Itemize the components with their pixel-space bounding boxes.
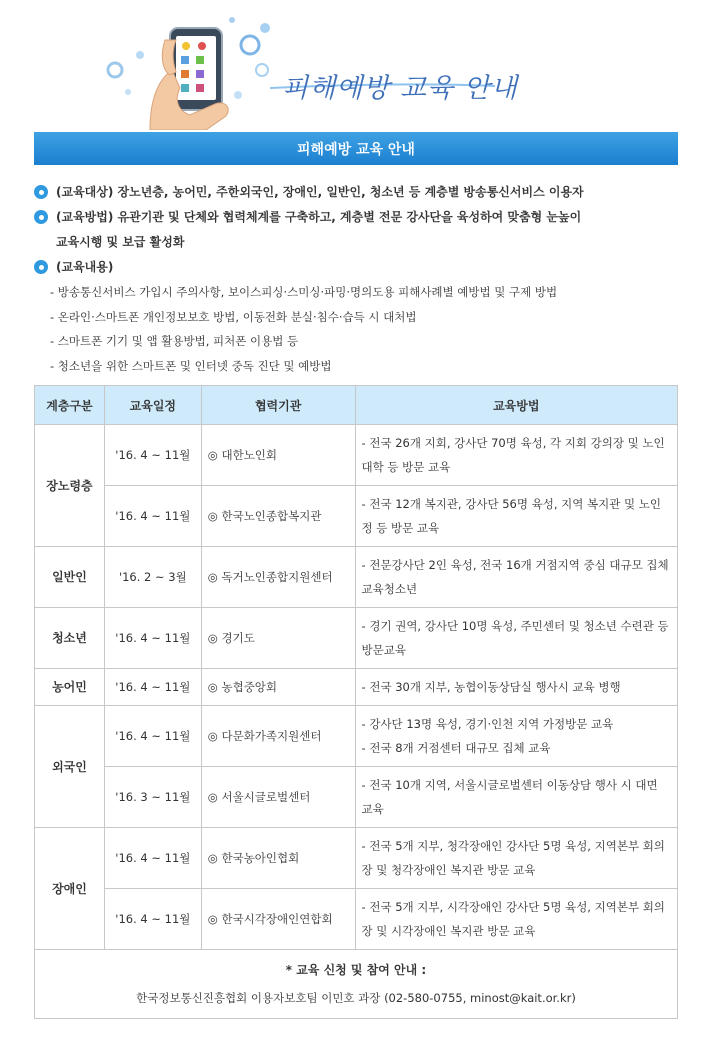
intro-section	[34, 180, 684, 378]
method-cell: - 전국 5개 지부, 청각장애인 강사단 5명 육성, 지역본부 회의장 및 청각장애인 복지관 방문 교육	[355, 828, 677, 889]
group-cell: 장애인	[35, 828, 105, 950]
bullet-text: (교육내용)	[56, 260, 114, 274]
header-method: 교육방법	[355, 386, 677, 425]
bullet-education-content	[34, 255, 684, 280]
group-cell: 외국인	[35, 706, 105, 828]
method-cell: - 전국 12개 복지관, 강사단 56명 육성, 지역 복지관 및 노인정 등 방문 교육	[355, 486, 677, 547]
table-row	[35, 425, 678, 486]
footer-contact: 한국정보통신진흥협회 이용자보호팀 이민호 과장 (02-580-0755, minost@kait.or.kr)	[136, 991, 576, 1005]
bullet-text: (교육대상) 장노년층, 농어민, 주한외국인, 장애인, 일반인, 청소년 등 계층별 방송통신서비스 이용자	[56, 185, 584, 199]
partner-cell: ◎ 농협중앙회	[201, 669, 355, 706]
method-cell: - 전국 30개 지부, 농협이동상담실 행사시 교육 병행	[355, 669, 677, 706]
bullet-education-method	[34, 205, 684, 230]
banner-title: 피해예방 교육 안내	[297, 141, 415, 158]
table-header-row	[35, 386, 678, 425]
method-cell: - 전국 5개 지부, 시각장애인 강사단 5명 육성, 지역본부 회의장 및 시각장애인 복지관 방문 교육	[355, 889, 677, 950]
partner-cell: ◎ 경기도	[201, 608, 355, 669]
table-footer-row	[35, 950, 678, 1019]
header-schedule: 교육일정	[104, 386, 201, 425]
section-banner	[34, 132, 678, 165]
footer-cell	[35, 950, 678, 1019]
table-row	[35, 889, 678, 950]
hero-illustration	[0, 0, 713, 130]
method-cell: - 전문강사단 2인 육성, 전국 16개 거점지역 중심 대규모 집체 교육청소년	[355, 547, 677, 608]
date-cell: '16. 4 ~ 11월	[104, 706, 201, 767]
table-row	[35, 608, 678, 669]
table-row	[35, 486, 678, 547]
education-schedule-table	[34, 385, 678, 1019]
table-row	[35, 706, 678, 767]
date-cell: '16. 3 ~ 11월	[104, 767, 201, 828]
table-row	[35, 669, 678, 706]
header-group: 계층구분	[35, 386, 105, 425]
table-row	[35, 828, 678, 889]
method-cell: - 전국 26개 지회, 강사단 70명 육성, 각 지회 강의장 및 노인대학 등 방문 교육	[355, 425, 677, 486]
partner-cell: ◎ 대한노인회	[201, 425, 355, 486]
table-row	[35, 547, 678, 608]
partner-cell: ◎ 한국노인종합복지관	[201, 486, 355, 547]
bullet-continuation: 교육시행 및 보급 활성화	[56, 235, 185, 249]
partner-cell: ◎ 독거노인종합지원센터	[201, 547, 355, 608]
method-line: - 강사단 13명 육성, 경기·인천 지역 가정방문 교육	[361, 717, 614, 731]
date-cell: '16. 4 ~ 11월	[104, 828, 201, 889]
method-cell	[355, 706, 677, 767]
smartphone-hand-icon	[0, 0, 713, 130]
date-cell: '16. 2 ~ 3월	[104, 547, 201, 608]
bullet-text: (교육방법) 유관기관 및 단체와 협력체계를 구축하고, 계층별 전문 강사단을 육성하여 맞춤형 눈높이	[56, 210, 582, 224]
date-cell: '16. 4 ~ 11월	[104, 486, 201, 547]
content-item: - 방송통신서비스 가입시 주의사항, 보이스피싱·스미싱·파밍·명의도용 피해사례별 예방법 및 구제 방법	[50, 285, 558, 299]
bullet-circle-icon	[34, 185, 48, 199]
bullet-circle-icon	[34, 260, 48, 274]
date-cell: '16. 4 ~ 11월	[104, 669, 201, 706]
partner-cell: ◎ 한국시각장애인연합회	[201, 889, 355, 950]
bullet-circle-icon	[34, 210, 48, 224]
partner-cell: ◎ 다문화가족지원센터	[201, 706, 355, 767]
method-line: - 전국 8개 거점센터 대규모 집체 교육	[361, 741, 551, 755]
bullet-education-target	[34, 180, 684, 205]
content-item: - 온라인·스마트폰 개인정보보호 방법, 이동전화 분실·침수·습득 시 대처법	[50, 309, 417, 324]
group-cell: 일반인	[35, 547, 105, 608]
date-cell: '16. 4 ~ 11월	[104, 889, 201, 950]
partner-cell: ◎ 한국농아인협회	[201, 828, 355, 889]
header-partner: 협력기관	[201, 386, 355, 425]
group-cell: 장노령층	[35, 425, 105, 547]
method-cell: - 전국 10개 지역, 서울시글로벌센터 이동상담 행사 시 대면 교육	[355, 767, 677, 828]
hero-title: 피해예방 교육 안내	[282, 73, 518, 104]
date-cell: '16. 4 ~ 11월	[104, 608, 201, 669]
partner-cell: ◎ 서울시글로벌센터	[201, 767, 355, 828]
content-item: - 청소년을 위한 스마트폰 및 인터넷 중독 진단 및 예방법	[50, 358, 332, 373]
date-cell: '16. 4 ~ 11월	[104, 425, 201, 486]
footer-title: * 교육 신청 및 참여 안내 :	[285, 963, 427, 977]
group-cell: 청소년	[35, 608, 105, 669]
group-cell: 농어민	[35, 669, 105, 706]
method-cell: - 경기 권역, 강사단 10명 육성, 주민센터 및 청소년 수련관 등 방문교육	[355, 608, 677, 669]
content-item: - 스마트폰 기기 및 앱 활용방법, 피처폰 이용법 등	[50, 334, 299, 348]
table-row	[35, 767, 678, 828]
